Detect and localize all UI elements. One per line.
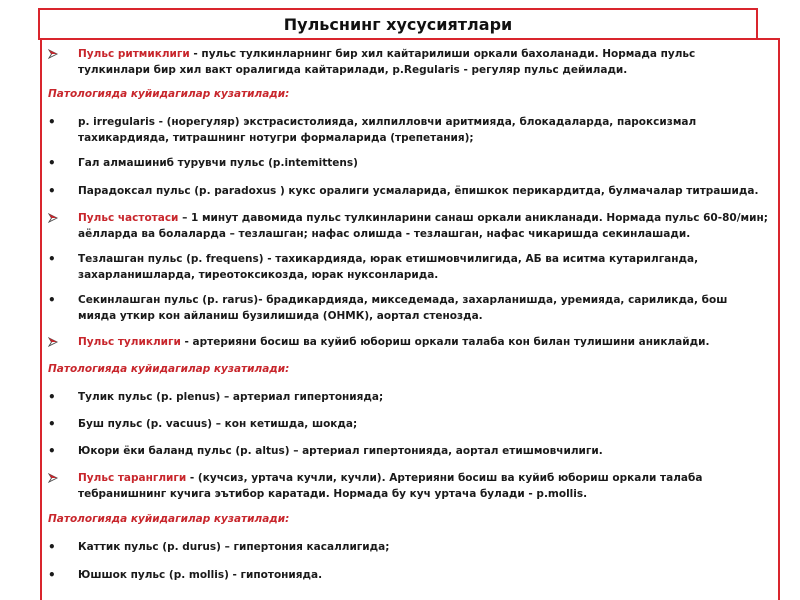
dot-bullet-icon: •	[48, 156, 56, 170]
dot-bullet-icon: •	[48, 115, 56, 129]
dot-bullet-icon: •	[48, 417, 56, 431]
arrow-bullet-icon	[48, 49, 58, 59]
dot-bullet-icon: •	[48, 568, 56, 582]
fullness-lead: Пульс туликлиги	[78, 336, 181, 348]
patho-heading-1: Патологияда куйидагилар кузатилади:	[48, 88, 290, 100]
arrow-bullet-icon	[48, 213, 58, 223]
frequency-text: – 1 минут давомида пульс тулкинларини санаш оркали аникланади. Нормада пульс 60-80/мин; аёлларда ва болаларда – тезлашган; нафас олишда - тезлашган, нафас чикаришда секинлашади.	[78, 212, 768, 240]
slide: Пульснинг хусусиятлари Пульс ритмиклиги - пульс тулкинларнинг бир хил кайтарилиши оркали бахоланади. Нормада пульс тулкинлари бир хил вакт оралигида кайтарилади, р.Regularis - регуляр пульс дейилади. Патологияда куйидагилар кузатилади: • р. irregularis - (норегуляр) экстрасистолияда, хилпилловчи аритмияда, блокадаларда, пароксизмал тахикардияда, титрашнинг нотугри формаларида (трепетания); • Гал алмашиниб турувчи пульс (p.intemittens) • Парадоксал пульс (p. paradoxus ) кукс оралиги усмаларида, ёпишкок перикардитда, булмачалар титрашида. Пульс частотаси – 1 минут давомида пульс тулкинларини санаш оркали аникланади. Нормада пульс 60-80/мин; аёлларда ва болаларда – тезлашган; нафас олишда - тезлашган, нафас чикаришда секинлашади. • Тезлашган пульс (p. frequens) - тахикардияда, юрак етишмовчилигида, АБ ва иситма кутарилганда, захарланишларда, тиреотоксикозда, юрак нуксонларида. • Секинлашган пульс (p. rarus)- брадикардияда, микседемада, захарланишда, уремияда, сариликда, бош мияда уткир кон айланиш бузилишида (ОНМК), аортал стенозда. Пульс туликлиги - артерияни босиш ва куйиб юбориш оркали талаба кон билан тулишини аниклайди. Патологияда куйидагилар кузатилади: • Тулик пульс (p. plenus) – артериал гипертонияда; • Буш пульс (p. vacuus) – кон кетишда, шокда; • Юкори ёки баланд пульс (p. altus) – артериал гипертонияда, аортал етишмовчилиги. Пульс таранглиги - (кучсиз, уртача кучли, кучли). Артерияни босиш ва куйиб юбориш оркали талаба тебранишнинг кучига эътибор каратади. Нормада бу куч уртача булади - р.mollis. Патологияда куйидагилар кузатилади: • Каттик пульс (p. durus) – гипертония касаллигида; • Юшшок пульс (p. mollis) - гипотонияда.	[0, 0, 800, 600]
dot-bullet-icon: •	[48, 540, 56, 554]
rhythm-lead: Пульс ритмиклиги	[78, 48, 190, 60]
dot-bullet-icon: •	[48, 390, 56, 404]
dot-bullet-icon: •	[48, 252, 56, 266]
patho-heading-3: Патологияда куйидагилар кузатилади:	[48, 513, 290, 525]
dot-bullet-icon: •	[48, 444, 56, 458]
arrow-bullet-icon	[48, 337, 58, 347]
dot-bullet-icon: •	[48, 184, 56, 198]
arrow-bullet-icon	[48, 473, 58, 483]
dot-bullet-icon: •	[48, 293, 56, 307]
tension-lead: Пульс таранглиги	[78, 472, 187, 484]
fullness-text: - артерияни босиш ва куйиб юбориш оркали талаба кон билан тулишини аниклайди.	[180, 336, 710, 348]
rhythm-text: - пульс тулкинларнинг бир хил кайтарилиши оркали бахоланади. Нормада пульс тулкинлари бир хил вакт оралигида кайтарилади, р.Regularis - регуляр пульс дейилади.	[78, 48, 696, 76]
frequency-lead: Пульс частотаси	[78, 212, 179, 224]
page-title: Пульснинг хусусиятлари	[283, 14, 513, 34]
tension-text: - (кучсиз, уртача кучли, кучли). Артерияни босиш ва куйиб юбориш оркали талаба тебранишнинг кучига эътибор каратади. Нормада бу куч уртача булади - р.mollis.	[78, 472, 703, 500]
title-box	[38, 8, 758, 40]
patho-heading-2: Патологияда куйидагилар кузатилади:	[48, 363, 290, 375]
